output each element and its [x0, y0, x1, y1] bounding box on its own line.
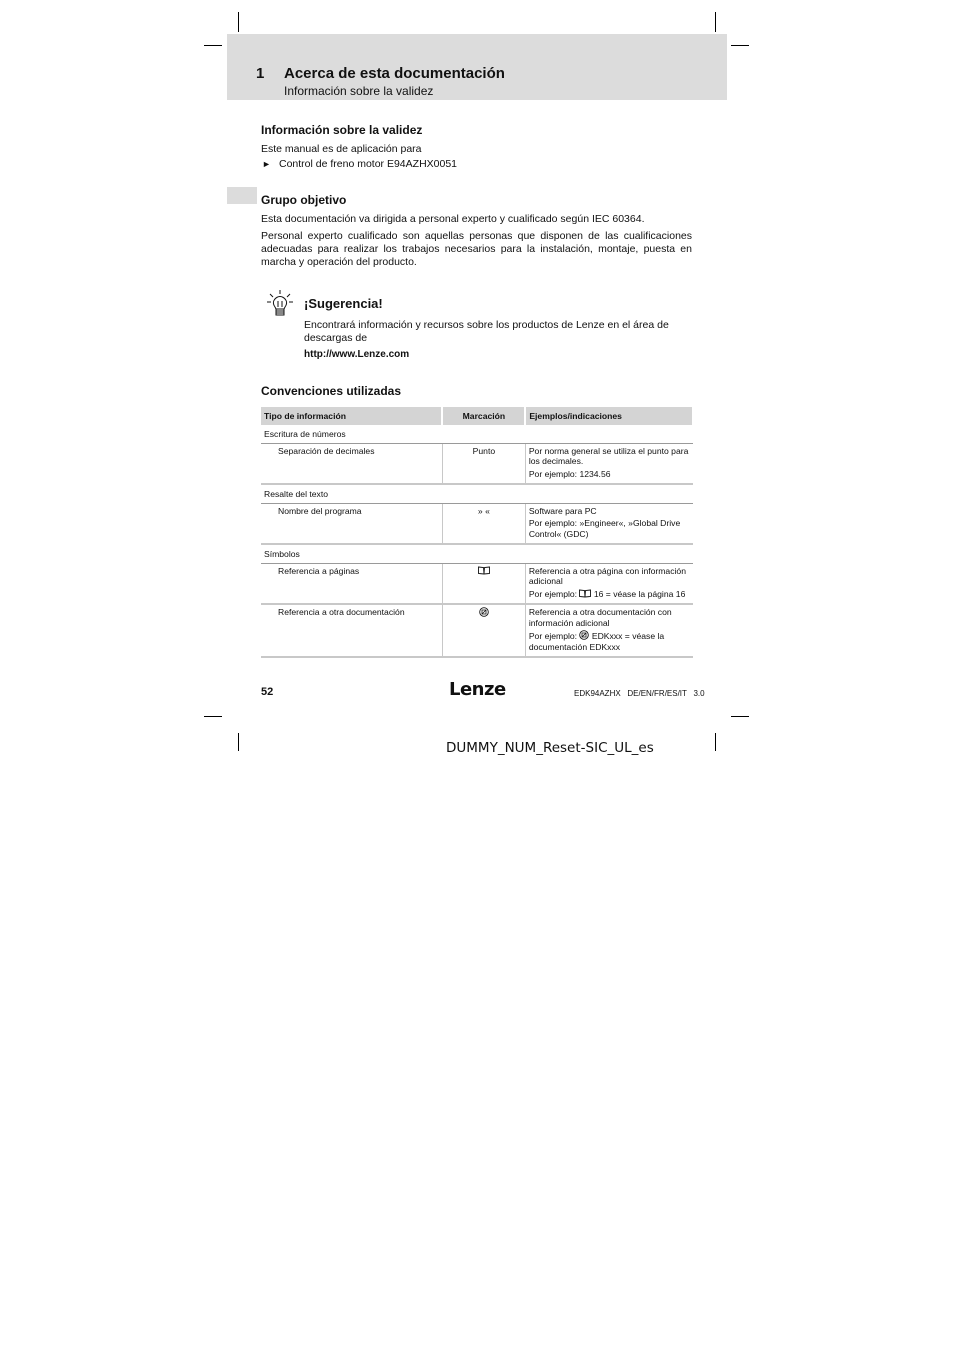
example-suffix: EDKxxx = véase la documentación EDKxxx [528, 631, 665, 652]
target-group-heading: Grupo objetivo [261, 193, 347, 207]
type-cell: Nombre del programa [261, 503, 442, 544]
examples-cell [525, 604, 693, 657]
marking-cell [442, 563, 525, 604]
example-line: Software para PC [528, 505, 597, 516]
group-label: Símbolos [261, 544, 693, 563]
examples-cell [525, 503, 693, 544]
crop-mark [204, 45, 222, 46]
lenze-link[interactable]: http://www.Lenze.com [304, 349, 410, 360]
example-line [529, 589, 690, 600]
crop-mark [238, 12, 239, 32]
table-group-row [261, 484, 693, 503]
examples-cell [525, 443, 693, 484]
example-line [529, 630, 690, 652]
validity-intro: Este manual es de aplicación para [261, 143, 422, 155]
validity-bullet [262, 158, 271, 171]
crop-mark [731, 45, 749, 46]
document-reference-icon [479, 607, 489, 617]
conventions-table [261, 407, 694, 658]
tip-title: ¡Sugerencia! [304, 296, 383, 311]
lenze-logo: Lenze [449, 679, 506, 700]
example-line: Por norma general se utiliza el punto para los decimales. [528, 445, 689, 466]
crop-mark [204, 716, 222, 717]
example-line: Por ejemplo: »Engineer«, »Global Drive Control« (GDC) [528, 518, 681, 539]
marking-cell: Punto [442, 443, 525, 484]
validity-heading: Información sobre la validez [261, 123, 423, 137]
document-id: EDK94AZHX DE/EN/FR/ES/IT 3.0 [574, 689, 705, 698]
chapter-title: Acerca de esta documentación [284, 65, 505, 82]
book-icon [579, 589, 591, 598]
column-header: Marcación [442, 407, 525, 425]
marking-cell [442, 604, 525, 657]
examples-cell [525, 563, 693, 604]
marking-cell: » « [442, 503, 525, 544]
book-icon [478, 566, 490, 575]
validity-bullet-text: Control de freno motor E94AZHX0051 [279, 158, 458, 170]
target-group-p2: Personal experto cualificado son aquellas personas que disponen de las cualificaciones adecuadas para realizar los trabajos necesarios para la instalación, montaje, puesta en marcha y operación del producto. [261, 230, 692, 268]
side-tab-marker [227, 187, 257, 204]
example-line: Por ejemplo: 1234.56 [528, 468, 611, 479]
print-tag: DUMMY_NUM_Reset-SIC_UL_es [446, 740, 654, 756]
example-suffix: 16 = véase la página 16 [591, 588, 686, 599]
table-row [261, 503, 693, 544]
tip-text: Encontrará información y recursos sobre los productos de Lenze en el área de descargas de [304, 319, 669, 344]
lightbulb-tip-icon [266, 289, 294, 319]
example-prefix: Por ejemplo: [528, 631, 580, 641]
crop-mark [238, 733, 239, 751]
type-cell: Referencia a otra documentación [261, 604, 442, 657]
crop-mark [731, 716, 749, 717]
table-group-row [261, 544, 693, 563]
table-row [261, 604, 693, 657]
table-group-row [261, 425, 693, 443]
group-label: Resalte del texto [261, 484, 693, 503]
chapter-number: 1 [256, 65, 265, 82]
table-row [261, 443, 693, 484]
example-prefix: Por ejemplo: [528, 588, 580, 599]
type-cell: Referencia a páginas [261, 563, 442, 604]
column-header: Tipo de información [261, 407, 442, 425]
arrow-bullet-icon: ► [262, 159, 271, 169]
group-label: Escritura de números [261, 425, 693, 443]
example-line: Referencia a otra página con información adicional [528, 565, 686, 586]
target-group-p1: Esta documentación va dirigida a personal experto y cualificado según IEC 60364. [261, 213, 645, 225]
table-row [261, 563, 693, 604]
section-subtitle: Información sobre la validez [284, 84, 434, 98]
example-line: Referencia a otra documentación con información adicional [528, 607, 672, 628]
conventions-heading: Convenciones utilizadas [261, 384, 402, 398]
crop-mark [715, 733, 716, 751]
crop-mark [715, 12, 716, 32]
document-reference-icon [579, 630, 589, 640]
column-header: Ejemplos/indicaciones [525, 407, 693, 425]
page-number: 52 [261, 686, 274, 698]
type-cell: Separación de decimales [261, 443, 442, 484]
